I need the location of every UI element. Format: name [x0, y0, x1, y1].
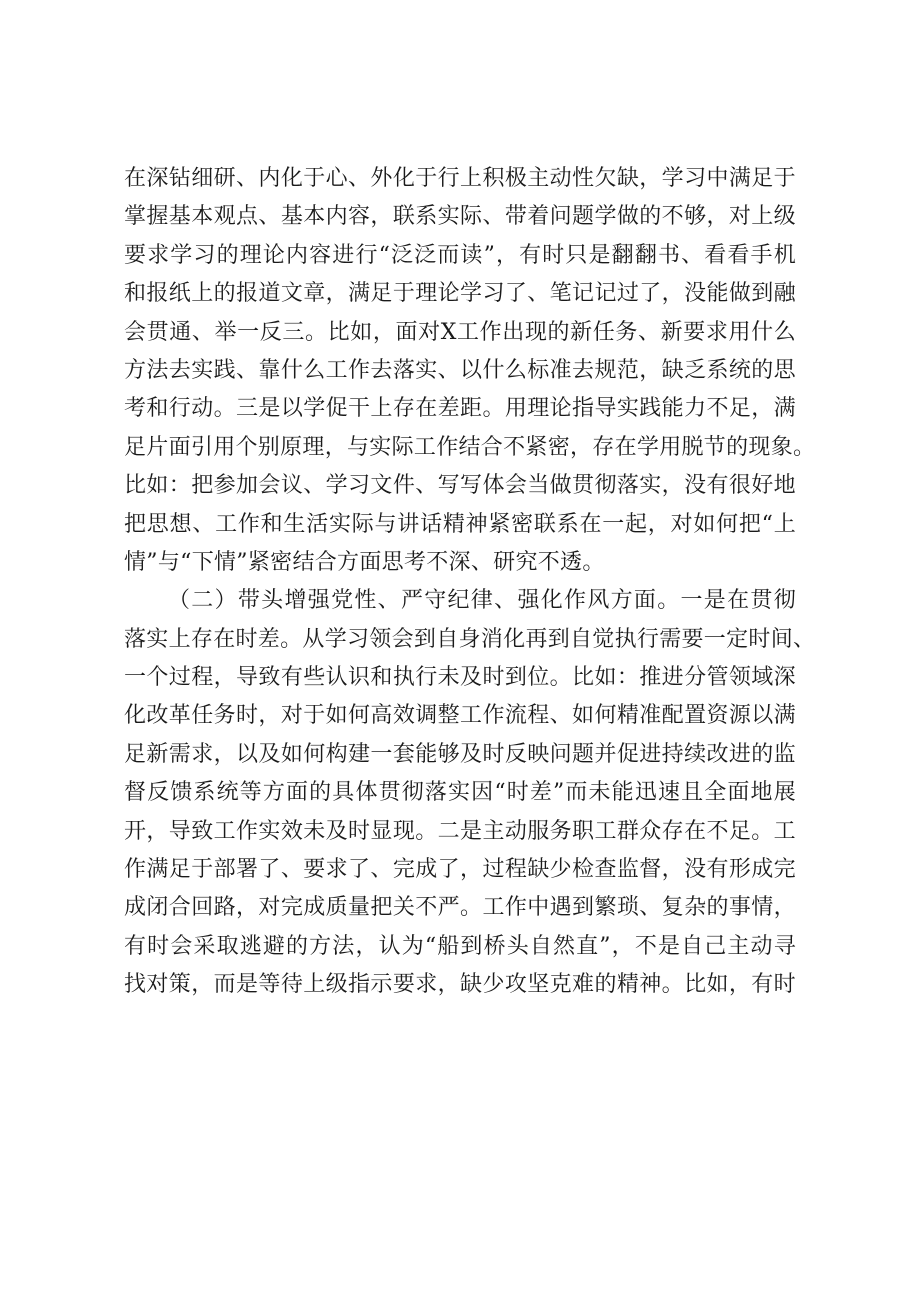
- text-line: 把思想、工作和生活实际与讲话精神紧密联系在一起，对如何把“上: [124, 511, 796, 537]
- text-line: 有时会采取逃避的方法，认为“船到桥头自然直”，不是自己主动寻: [124, 933, 796, 959]
- text-line: 化改革任务时，对于如何高效调整工作流程、如何精准配置资源以满: [124, 703, 796, 729]
- text-line: 足新需求，以及如何构建一套能够及时反映问题并促进持续改进的监: [124, 741, 796, 767]
- text-line: 掌握基本观点、基本内容，联系实际、带着问题学做的不够，对上级: [124, 204, 796, 230]
- text-line: 考和行动。三是以学促干上存在差距。用理论指导实践能力不足，满: [124, 396, 796, 422]
- text-line: 落实上存在时差。从学习领会到自身消化再到自觉执行需要一定时间、: [124, 626, 816, 652]
- text-line: 开，导致工作实效未及时显现。二是主动服务职工群众存在不足。工: [124, 818, 796, 844]
- text-line: 在深钻细研、内化于心、外化于行上积极主动性欠缺，学习中满足于: [124, 166, 796, 191]
- text-line: 比如：把参加会议、学习文件、写写体会当做贯彻落实，没有很好地: [124, 473, 796, 499]
- text-line: 督反馈系统等方面的具体贯彻落实因“时差”而未能迅速且全面地展: [124, 780, 796, 806]
- text-line: 作满足于部署了、要求了、完成了，过程缺少检查监督，没有形成完: [124, 857, 796, 883]
- text-line: 方法去实践、靠什么工作去落实、以什么标准去规范，缺乏系统的思: [124, 357, 796, 383]
- section-heading-line: （二）带头增强党性、严守纪律、强化作风方面。一是在贯彻: [168, 588, 796, 614]
- text-line: 足片面引用个别原理，与实际工作结合不紧密，存在学用脱节的现象。: [124, 434, 816, 460]
- text-line: 找对策，而是等待上级指示要求，缺少攻坚克难的精神。比如，有时: [124, 972, 796, 998]
- body-text: [124, 160, 816, 1005]
- paragraph-last-line: 情”与“下情”紧密结合方面思考不深、研究不透。: [124, 549, 605, 575]
- text-line: 和报纸上的报道文章，满足于理论学习了、笔记记过了，没能做到融: [124, 281, 796, 307]
- text-line: 要求学习的理论内容进行“泛泛而读”，有时只是翻翻书、看看手机: [124, 242, 796, 268]
- text-line: 会贯通、举一反三。比如，面对X工作出现的新任务、新要求用什么: [124, 319, 796, 345]
- text-line: 成闭合回路，对完成质量把关不严。工作中遇到繁琐、复杂的事情，: [124, 895, 796, 921]
- text-line: 一个过程，导致有些认识和执行未及时到位。比如：推进分管领域深: [124, 665, 796, 691]
